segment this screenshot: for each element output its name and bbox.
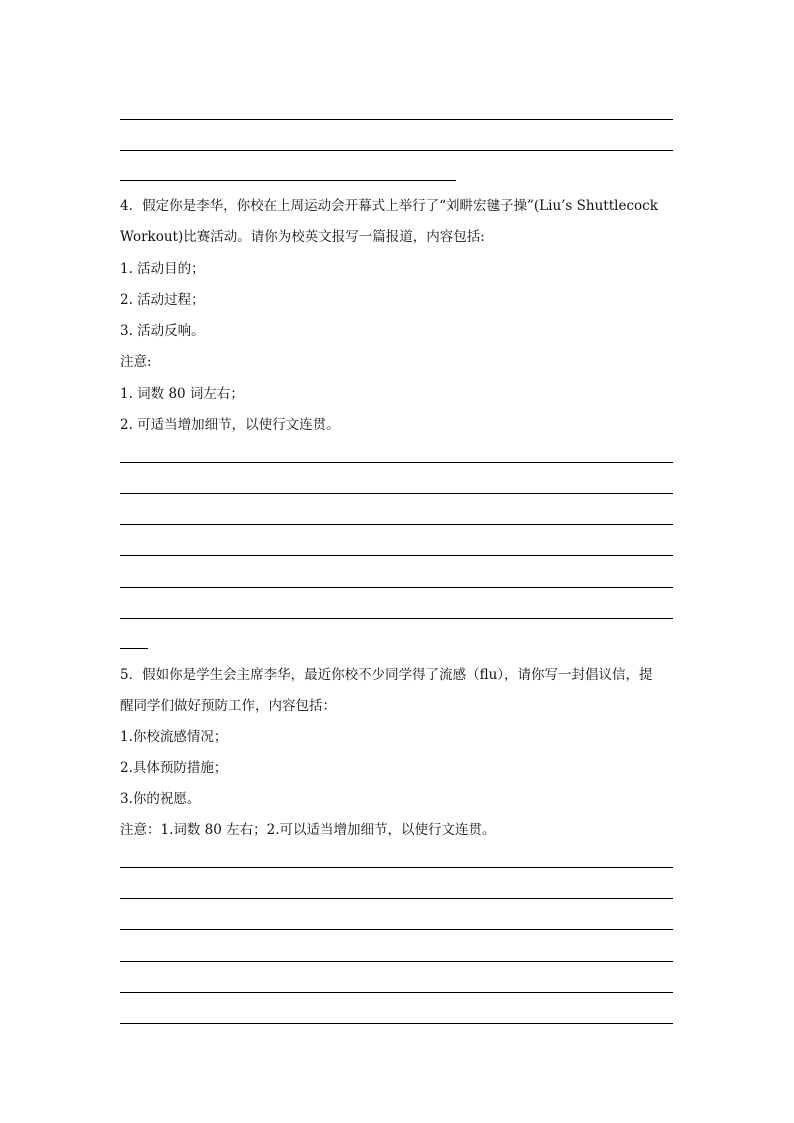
q4-note-label: 注意: (120, 354, 152, 370)
answer-line[interactable] (120, 618, 673, 619)
answer-line[interactable] (120, 493, 673, 494)
q5-item-1: 1.你校流感情况； (120, 729, 228, 745)
answer-line[interactable] (120, 462, 673, 463)
answer-line[interactable] (120, 119, 673, 120)
answer-line[interactable] (120, 929, 673, 930)
q4-item-3: 3. 活动反响。 (120, 323, 205, 339)
q5-item-2: 2.具体预防措施； (120, 760, 228, 776)
q4-prompt-line-2: Workout)比赛活动。请你为校英文报写一篇报道，内容包括: (120, 229, 485, 245)
q4-prompt-line-1: 4．假定你是李华，你校在上周运动会开幕式上举行了“刘畊宏毽子操”(Liu’s Shuttlecock (120, 198, 658, 214)
q4-item-2: 2. 活动过程； (120, 292, 205, 308)
answer-line[interactable] (120, 524, 673, 525)
q4-item-1: 1. 活动目的； (120, 261, 205, 277)
answer-line[interactable] (120, 961, 673, 962)
q4-note-2: 2. 可适当增加细节，以使行文连贯。 (120, 417, 340, 433)
q4-note-1: 1. 词数 80 词左右； (120, 386, 244, 402)
answer-line[interactable] (120, 648, 148, 649)
answer-line[interactable] (120, 150, 673, 151)
q5-note: 注意：1.词数 80 左右；2.可以适当增加细节，以使行文连贯。 (120, 822, 496, 838)
q5-item-3: 3.你的祝愿。 (120, 791, 201, 807)
q5-prompt-line-2: 醒同学们做好预防工作，内容包括： (120, 698, 336, 714)
answer-line[interactable] (120, 898, 673, 899)
q5-prompt-line-1: 5．假如你是学生会主席李华，最近你校不少同学得了流感（flu），请你写一封倡议信，提 (120, 667, 653, 683)
answer-line[interactable] (120, 587, 673, 588)
answer-line[interactable] (120, 992, 673, 993)
answer-line[interactable] (120, 555, 673, 556)
answer-line[interactable] (120, 180, 456, 181)
answer-line[interactable] (120, 867, 673, 868)
answer-line[interactable] (120, 1023, 673, 1024)
